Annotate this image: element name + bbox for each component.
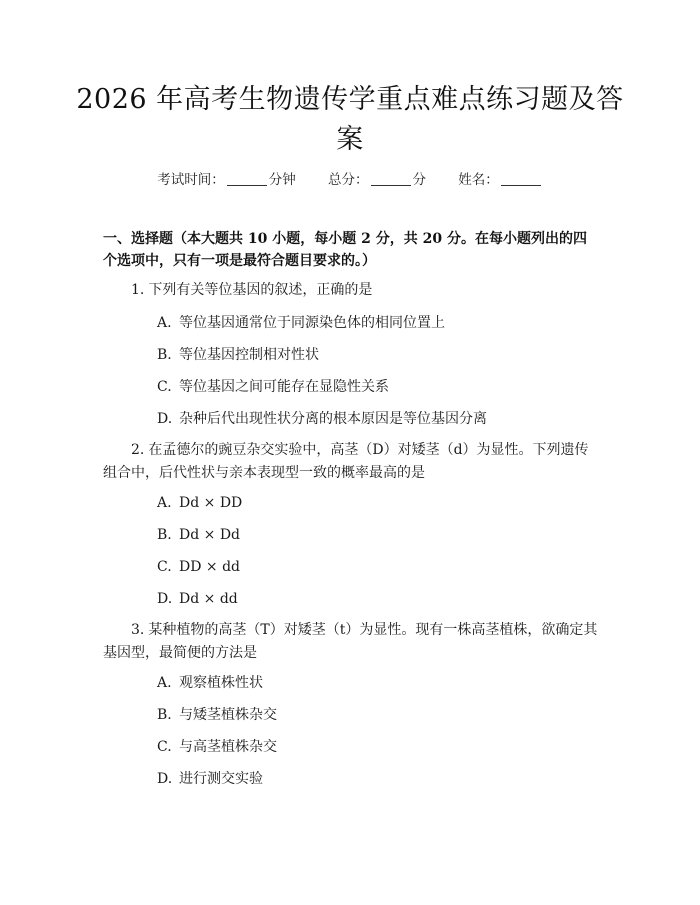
total-score-label: 总分： bbox=[328, 172, 369, 188]
question-3-option-d[interactable] bbox=[157, 769, 597, 789]
option-letter: A. bbox=[157, 675, 172, 691]
student-name-blank[interactable] bbox=[501, 172, 541, 186]
question-2 bbox=[103, 439, 598, 485]
question-1-option-a[interactable] bbox=[157, 313, 597, 333]
option-text: 等位基因控制相对性状 bbox=[179, 347, 319, 363]
question-2-option-c[interactable] bbox=[157, 557, 597, 577]
question-3-option-b[interactable] bbox=[157, 705, 597, 725]
question-1 bbox=[103, 279, 598, 302]
question-3-option-c[interactable] bbox=[157, 737, 597, 757]
question-2-option-d[interactable] bbox=[157, 589, 597, 609]
exam-time-field bbox=[157, 172, 300, 188]
option-letter: D. bbox=[157, 591, 173, 607]
question-1-option-c[interactable] bbox=[157, 377, 597, 397]
question-1-option-d[interactable] bbox=[157, 409, 597, 429]
total-score-unit: 分 bbox=[412, 172, 426, 188]
option-letter: C. bbox=[157, 739, 172, 755]
exam-time-label: 考试时间： bbox=[157, 172, 225, 188]
question-1-option-b[interactable] bbox=[157, 345, 597, 365]
option-text: 与高茎植株杂交 bbox=[179, 739, 277, 755]
question-number: 3. bbox=[131, 622, 145, 638]
option-text: 等位基因通常位于同源染色体的相同位置上 bbox=[179, 315, 445, 331]
option-text: 观察植株性状 bbox=[179, 675, 263, 691]
option-letter: B. bbox=[157, 707, 172, 723]
page-title: 2026 年高考生物遗传学重点难点练习题及答 bbox=[76, 84, 624, 115]
question-3 bbox=[103, 619, 598, 665]
question-number: 2. bbox=[131, 442, 145, 458]
option-text: Dd × dd bbox=[179, 591, 238, 607]
question-2-option-b[interactable] bbox=[157, 525, 597, 545]
option-text: 与矮茎植株杂交 bbox=[179, 707, 277, 723]
exam-time-blank[interactable] bbox=[227, 172, 267, 186]
option-text: DD × dd bbox=[179, 559, 241, 575]
question-number: 1. bbox=[131, 282, 145, 298]
option-letter: D. bbox=[157, 411, 173, 427]
page-title-continued: 案 bbox=[336, 124, 364, 155]
question-stem: 某种植物的高茎（T）对矮茎（t）为显性。现有一株高茎植株，欲确定其基因型，最简便的方法是 bbox=[103, 622, 598, 661]
section-heading: 一、选择题（本大题共 10 小题，每小题 2 分，共 20 分。在每小题列出的四个选项中，只有一项是最符合题目要求的。） bbox=[103, 231, 587, 269]
option-text: 进行测交实验 bbox=[179, 771, 263, 787]
student-name-field bbox=[458, 172, 543, 188]
question-2-option-a[interactable] bbox=[157, 493, 597, 513]
option-letter: C. bbox=[157, 379, 172, 395]
exam-time-unit: 分钟 bbox=[268, 172, 296, 188]
option-letter: D. bbox=[157, 771, 173, 787]
option-text: 杂种后代出现性状分离的根本原因是等位基因分离 bbox=[179, 411, 487, 427]
question-3-option-a[interactable] bbox=[157, 673, 597, 693]
option-letter: B. bbox=[157, 527, 172, 543]
total-score-blank[interactable] bbox=[371, 172, 411, 186]
option-letter: A. bbox=[157, 495, 172, 511]
option-letter: B. bbox=[157, 347, 172, 363]
option-text: 等位基因之间可能存在显隐性关系 bbox=[179, 379, 389, 395]
option-text: Dd × Dd bbox=[179, 527, 241, 543]
question-stem: 在孟德尔的豌豆杂交实验中，高茎（D）对矮茎（d）为显性。下列遗传组合中，后代性状与亲本表现型一致的概率最高的是 bbox=[103, 442, 589, 481]
option-text: Dd × DD bbox=[179, 495, 243, 511]
option-letter: A. bbox=[157, 315, 172, 331]
question-stem: 下列有关等位基因的叙述，正确的是 bbox=[148, 282, 373, 298]
exam-info-row bbox=[0, 168, 700, 188]
student-name-label: 姓名： bbox=[458, 172, 499, 188]
option-letter: C. bbox=[157, 559, 172, 575]
total-score-field bbox=[328, 172, 430, 188]
